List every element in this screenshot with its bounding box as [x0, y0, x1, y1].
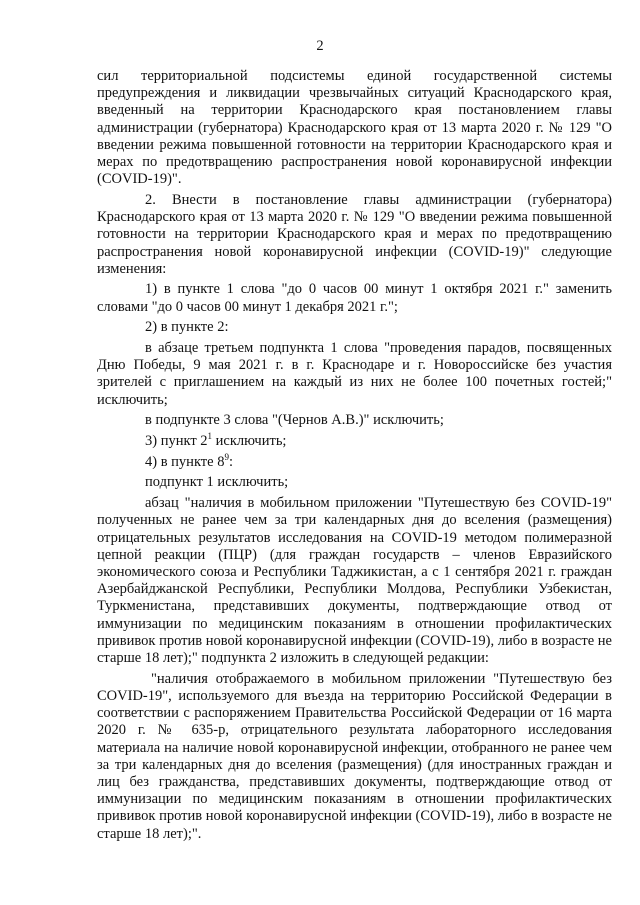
item-3-superscript: 1 — [207, 431, 213, 442]
paragraph-item-2-subitem-3: в подпункте 3 слова "(Чернов А.В.)" исключить; — [145, 412, 444, 429]
item-4-tail: : — [228, 453, 233, 470]
paragraph-item-3 — [97, 433, 612, 450]
item-4-text: 4) в пункте 8 — [145, 453, 225, 470]
paragraph-new-wording: "наличия отображаемого в мобильном приложении "Путешествую без COVID-19", используемого для въезда на территорию Российской Федерации в соответствии с распоряжением Правительства Российской Федерации от 16 марта 2020 г. № 635-р, отрицательного результата лабораторного исследования материала на наличие новой коронавирусной инфекции, отобранного не ранее чем за три календарных дня до вселения (размещения) (для иностранных граждан и лиц без гражданства, представивших документы, подтверждающие отвод от иммунизации по медицинским показаниям в отношении профилактических прививок против новой коронавирусной инфекции (COVID-19), либо в возрасте не старше 18 лет);". — [97, 670, 612, 842]
item-4-superscript: 9 — [224, 451, 229, 462]
paragraph-regime-intro: сил территориальной подсистемы единой государственной системы предупреждения и ликвидации чрезвычайных ситуаций Краснодарского края, введенный на территории Краснодарского края постановлением главы администрации (губернатора) Краснодарского края от 13 марта 2020 г. № 129 "О введении режима повышенной готовности на территории Краснодарского края и мерах по предотвращению распространения новой коронавирусной инфекции (COVID-19)". — [97, 68, 612, 188]
paragraph-amendments-intro: 2. Внести в постановление главы администрации (губернатора) Краснодарского края от 13 марта 2020 г. № 129 "О введении режима повышенной готовности на территории Краснодарского края и мерах по предотвращению распространения новой коронавирусной инфекции (COVID-19)" следующие изменения: — [97, 191, 612, 277]
paragraph-item-4 — [97, 451, 612, 471]
page-number: 2 — [316, 38, 324, 54]
item-3-tail: исключить; — [212, 433, 287, 450]
paragraph-abzats-replace: абзац "наличия в мобильном приложении "Путешествую без COVID-19" полученных не ранее чем за три календарных дня до вселения (размещения) отрицательных результатов исследования на COVID-19 методом полимеразной цепной реакции (ПЦР) (для граждан государств – членов Евразийского экономического союза и Республики Таджикистан, а с 1 сентября 2021 г. граждан Азербайджанской Республики, Республики Молдова, Республики Узбекистан, Туркменистана, представивших документы, подтверждающие отвод от иммунизации по медицинским показаниям в отношении профилактических прививок против новой коронавирусной инфекции (COVID-19), либо в возрасте не старше 18 лет);" подпункта 2 изложить в следующей редакции: — [97, 495, 612, 666]
paragraph-item-2-third-abzats: в абзаце третьем подпункта 1 слова "проведения парадов, посвященных Дню Победы, 9 мая 2021 г. в г. Краснодаре и г. Новороссийске без участия зрителей с приглашением на каждый из них не более 100 почетных гостей;" исключить; — [97, 340, 612, 408]
item-3-text: 3) пункт 2 — [145, 433, 208, 450]
paragraph-item-2: 2) в пункте 2: — [145, 319, 229, 336]
paragraph-item-1: 1) в пункте 1 слова "до 0 часов 00 минут 1 октября 2021 г." заменить словами "до 0 часов 00 минут 1 декабря 2021 г."; — [97, 281, 612, 315]
paragraph-subitem-1-exclude: подпункт 1 исключить; — [145, 474, 289, 491]
document-body — [97, 68, 612, 843]
